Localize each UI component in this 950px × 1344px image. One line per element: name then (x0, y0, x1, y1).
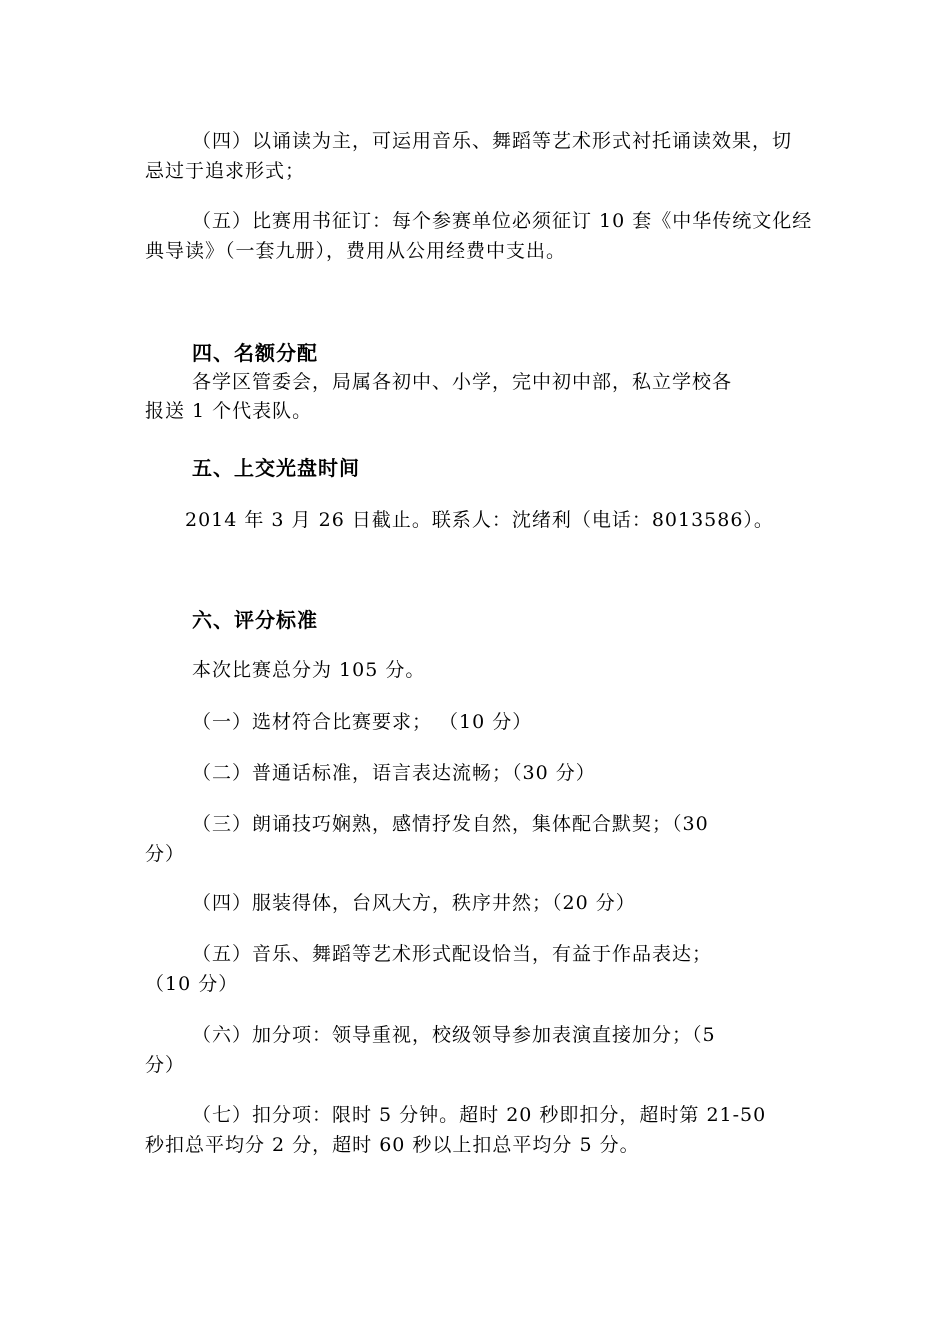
section-6-heading: 六、评分标准 (192, 608, 318, 632)
criterion-2: （二）普通话标准，语言表达流畅；（30 分） (192, 762, 596, 784)
item-4-line-1: （四）以诵读为主，可运用音乐、舞蹈等艺术形式衬托诵读效果，切 (192, 130, 793, 152)
item-5-line-1: （五）比赛用书征订：每个参赛单位必须征订 10 套《中华传统文化经 (192, 210, 813, 232)
section-5-heading: 五、上交光盘时间 (192, 456, 360, 480)
criterion-3-line-2: 分） (145, 843, 186, 865)
criterion-1: （一）选材符合比赛要求； （10 分） (192, 711, 533, 733)
criterion-5-line-1: （五）音乐、舞蹈等艺术形式配设恰当，有益于作品表达； (192, 943, 713, 965)
section-4-heading: 四、名额分配 (192, 341, 318, 365)
item-4-line-2: 忌过于追求形式； (145, 160, 306, 182)
section-5-contact: 2014 年 3 月 26 日截止。联系人：沈绪利（电话：8013586）。 (185, 509, 774, 531)
criterion-6-line-1: （六）加分项：领导重视，校级领导参加表演直接加分；（5 (192, 1024, 716, 1046)
criterion-3-line-1: （三）朗诵技巧娴熟，感情抒发自然，集体配合默契；（30 (192, 813, 709, 835)
criterion-7-line-2: 秒扣总平均分 2 分，超时 60 秒以上扣总平均分 5 分。 (145, 1134, 640, 1156)
criterion-7-line-1: （七）扣分项：限时 5 分钟。超时 20 秒即扣分，超时第 21-50 (192, 1104, 767, 1126)
criterion-4: （四）服装得体，台风大方，秩序井然；（20 分） (192, 892, 636, 914)
section-4-line-2: 报送 1 个代表队。 (145, 400, 313, 422)
criterion-5-line-2: （10 分） (145, 973, 239, 995)
section-4-line-1: 各学区管委会，局属各初中、小学，完中初中部，私立学校各 (192, 371, 733, 393)
criterion-6-line-2: 分） (145, 1054, 186, 1076)
item-5-line-2: 典导读》（一套九册），费用从公用经费中支出。 (145, 240, 567, 262)
total-score: 本次比赛总分为 105 分。 (192, 659, 426, 681)
